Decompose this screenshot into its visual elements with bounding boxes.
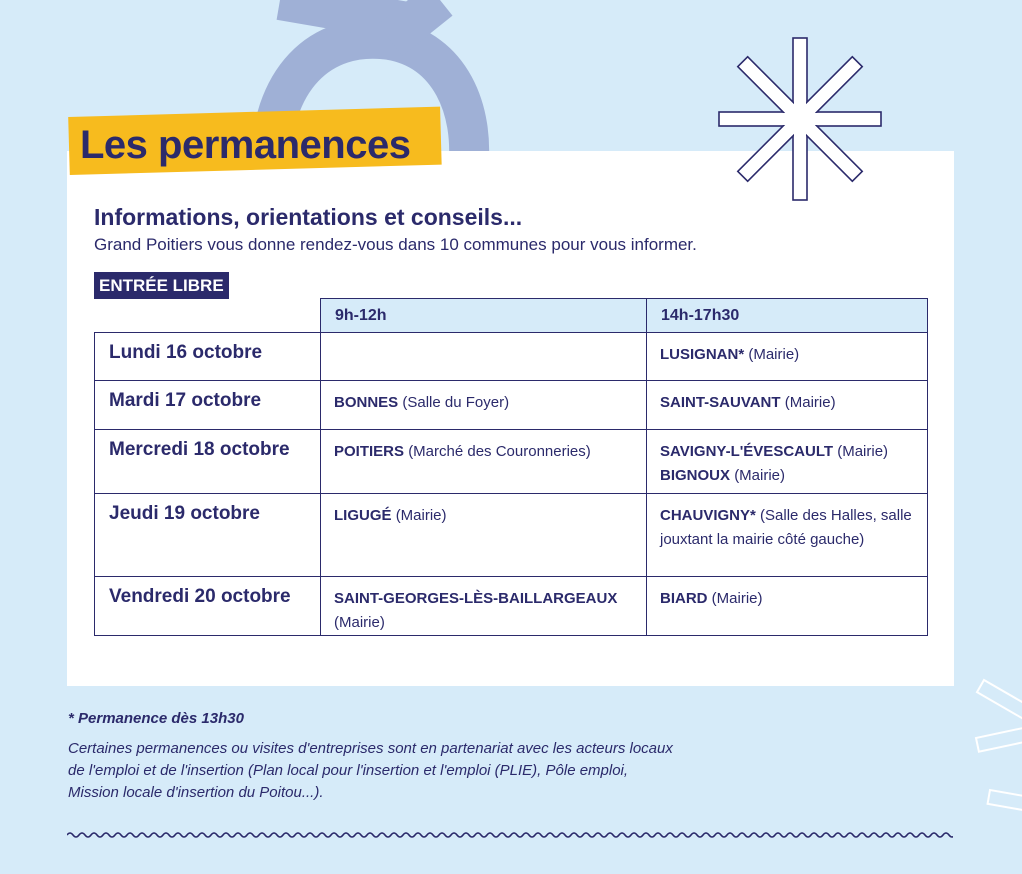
location-name: LUSIGNAN* [660,346,745,363]
entry-badge: ENTRÉE LIBRE [94,272,229,299]
table-header-row [95,299,928,333]
morning-cell [321,494,647,577]
location-place: (Marché des Couronneries) [408,443,591,460]
intro-text: Grand Poitiers vous donne rendez-vous dans 10 communes pour vous informer. [94,235,697,254]
location-place: (Mairie) [711,590,763,607]
location-name: BIGNOUX [660,467,731,484]
table-row [95,577,928,636]
location-place: (Mairie) [334,614,385,631]
table-row [95,494,928,577]
partnership-note-line: de l'emploi et de l'insertion (Plan local pour l'insertion et l'emploi (PLIE), Pôle emploi, [68,762,629,779]
wave-divider [67,828,953,842]
header-morning: 9h-12h [321,299,647,333]
afternoon-cell [647,494,928,577]
header-empty-cell [95,299,321,333]
morning-cell [321,430,647,494]
afternoon-cell [647,577,928,636]
partnership-note-line: Mission locale d'insertion du Poitou...). [68,784,324,801]
afternoon-cell [647,430,928,494]
location-name: BIARD [660,590,708,607]
location-name: SAVIGNY-L'ÉVESCAULT [660,443,834,460]
location-name: BONNES [334,394,399,411]
location-name: SAINT-SAUVANT [660,394,781,411]
afternoon-cell [647,333,928,381]
day-cell: Lundi 16 octobre [95,333,321,381]
subtitle: Informations, orientations et conseils... [94,204,523,230]
location-name: CHAUVIGNY* [660,507,756,524]
page-title: Les permanences [80,123,411,167]
location-place: (Mairie) [395,507,447,524]
location-place: (Salle du Foyer) [402,394,510,411]
header-afternoon: 14h-17h30 [647,299,928,333]
morning-cell [321,381,647,430]
table-row [95,381,928,430]
schedule-table [94,298,928,636]
corner-bars-decoration [970,670,1022,820]
day-cell: Mardi 17 octobre [95,381,321,430]
location-place: (Mairie) [748,346,800,363]
location-name: LIGUGÉ [334,507,392,524]
location-name: POITIERS [334,443,405,460]
location-place: (Mairie) [837,443,889,460]
table-row [95,430,928,494]
day-cell: Jeudi 19 octobre [95,494,321,577]
location-place: (Salle des Halles, salle jouxtant la mairie côté gauche) [660,507,912,548]
asterisk-note: * Permanence dès 13h30 [68,710,244,727]
day-cell: Mercredi 18 octobre [95,430,321,494]
location-place: (Mairie) [734,467,786,484]
asterisk-star-icon [716,36,884,202]
afternoon-cell [647,381,928,430]
partnership-note-line: Certaines permanences ou visites d'entreprises sont en partenariat avec les acteurs locaux [68,740,673,757]
morning-cell [321,577,647,636]
partnership-note [68,738,788,804]
table-row [95,333,928,381]
day-cell: Vendredi 20 octobre [95,577,321,636]
location-name: SAINT-GEORGES-LÈS-BAILLARGEAUX [334,590,618,607]
location-place: (Mairie) [784,394,836,411]
morning-cell [321,333,647,381]
